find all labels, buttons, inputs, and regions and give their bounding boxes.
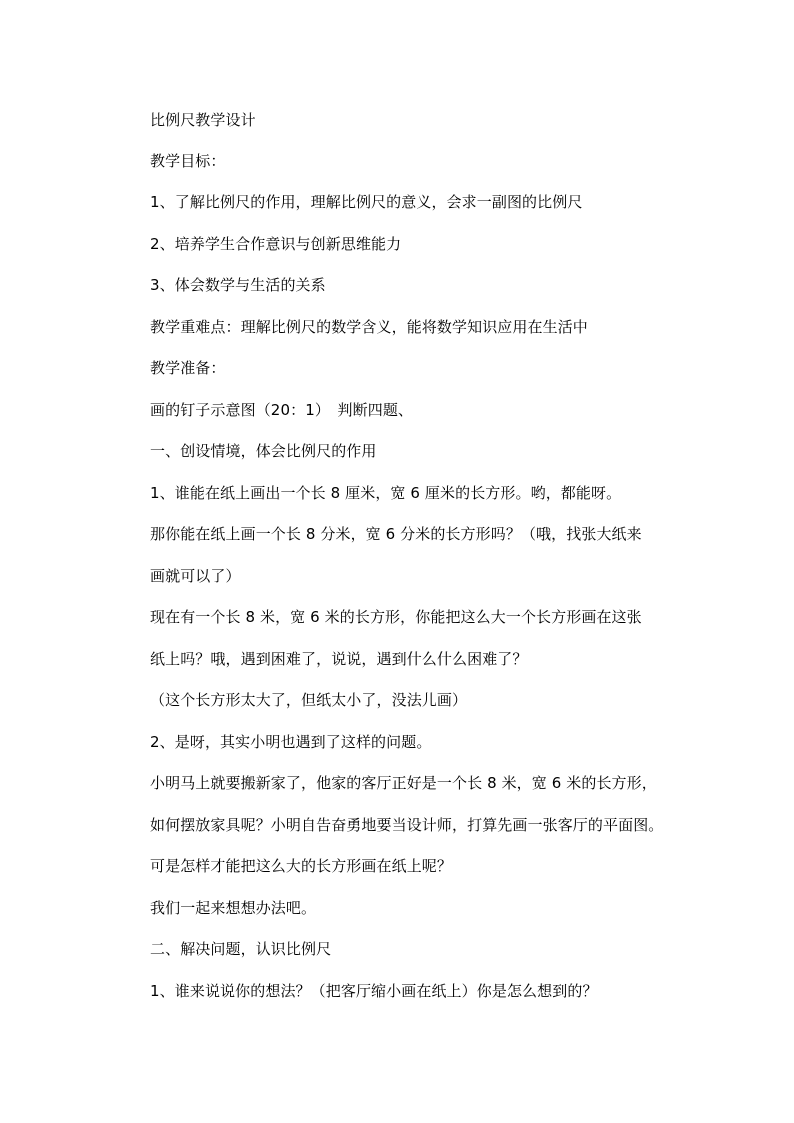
paragraph-question-meter: 现在有一个长 8 米，宽 6 米的长方形，你能把这么大一个长方形画在这张 — [150, 608, 642, 626]
paragraph-step-1: 1、谁能在纸上画出一个长 8 厘米，宽 6 厘米的长方形。哟，都能呀。 — [150, 484, 622, 502]
paragraph-key-points: 教学重难点：理解比例尺的数学含义，能将数学知识应用在生活中 — [150, 318, 588, 336]
paragraph-question-meter-cont: 纸上吗？哦，遇到困难了，说说，遇到什么什么困难了？ — [150, 650, 528, 668]
paragraph-xiaoming-house: 小明马上就要搬新家了，他家的客厅正好是一个长 8 米，宽 6 米的长方形， — [150, 774, 657, 792]
paragraph-question-decimeter-cont: 画就可以了） — [150, 567, 241, 585]
document-title: 比例尺教学设计 — [150, 111, 256, 129]
goal-item-1: 1、了解比例尺的作用，理解比例尺的意义，会求一副图的比例尺 — [150, 193, 583, 211]
paragraph-teaching-goals: 教学目标： — [150, 152, 226, 170]
goal-item-2: 2、培养学生合作意识与创新思维能力 — [150, 235, 402, 253]
paragraph-materials: 画的钉子示意图（20：1） 判断四题、 — [150, 401, 414, 419]
paragraph-think-together: 我们一起来想想办法吧。 — [150, 899, 317, 917]
paragraph-share-idea: 1、谁来说说你的想法？（把客厅缩小画在纸上）你是怎么想到的？ — [150, 982, 598, 1000]
section-heading-2: 二、解决问题，认识比例尺 — [150, 940, 332, 958]
paragraph-preparation: 教学准备： — [150, 359, 226, 377]
paragraph-how-to-draw: 可是怎样才能把这么大的长方形画在纸上呢？ — [150, 857, 453, 875]
paragraph-question-decimeter: 那你能在纸上画一个长 8 分米，宽 6 分米的长方形吗？（哦，找张大纸来 — [150, 525, 642, 543]
paragraph-answer-too-big: （这个长方形太大了，但纸太小了，没法儿画） — [150, 691, 468, 709]
paragraph-step-2: 2、是呀，其实小明也遇到了这样的问题。 — [150, 733, 432, 751]
paragraph-xiaoming-house-cont: 如何摆放家具呢？小明自告奋勇地要当设计师，打算先画一张客厅的平面图。 — [150, 816, 664, 834]
section-heading-1: 一、创设情境，体会比例尺的作用 — [150, 442, 377, 460]
goal-item-3: 3、体会数学与生活的关系 — [150, 276, 326, 294]
